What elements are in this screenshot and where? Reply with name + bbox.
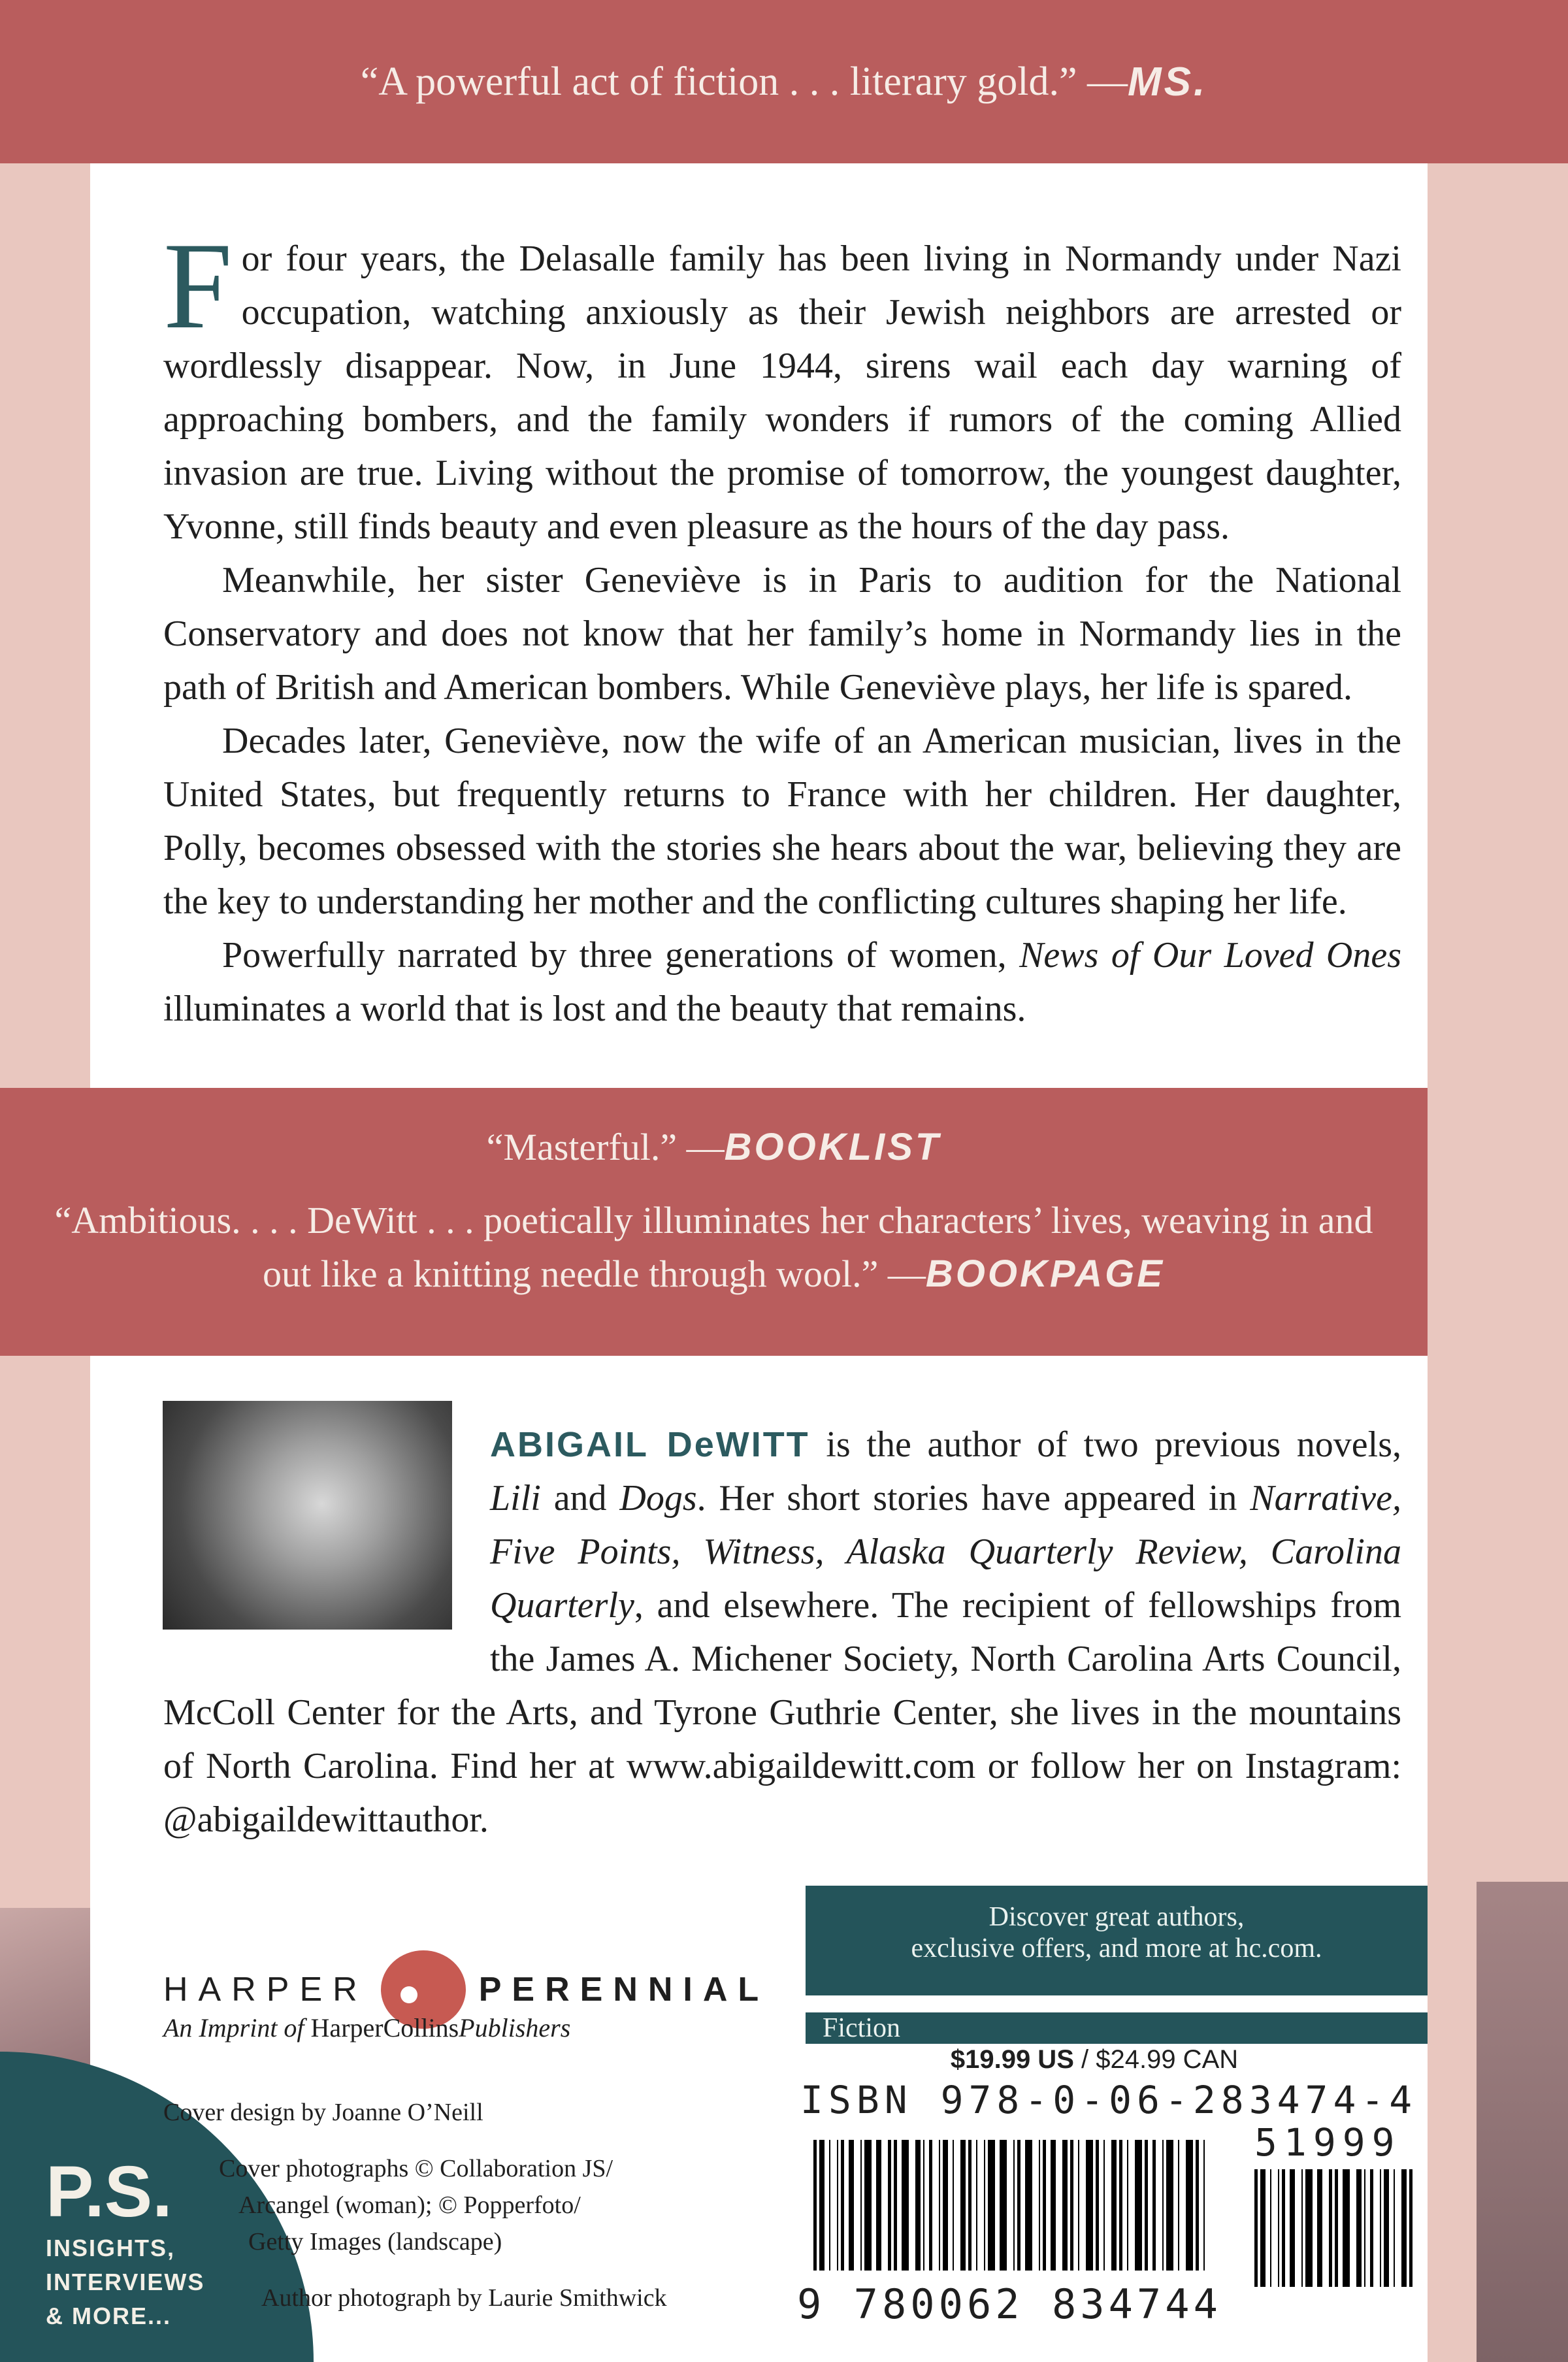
barcode-bar (1000, 2140, 1007, 2271)
barcode-bar (1051, 2140, 1056, 2271)
author-bio: ABIGAIL DeWITT is the author of two previous novels, Lili and Dogs. Her short stories have appeared in Narrative, Five Points, Witness, Alaska Quarterly Review, Carolina Quarterly, and elsewhere. The recipient of fellowships from the James A. Michener Society, North Carolina Arts Council, McColl Center for the Arts, and Tyrone Guthrie Center, she lives in the mountains of North Carolina. Find her at www.abigaildewitt.com or follow her on Instagram: @abigaildewittauthor. (163, 1424, 1401, 1840)
barcode-bar (1025, 2140, 1032, 2271)
synopsis (163, 218, 1401, 1036)
barcode-bar (953, 2140, 954, 2271)
barcode-bar (860, 2140, 862, 2271)
barcode-bar (1043, 2140, 1046, 2271)
barcode-bar (929, 2140, 932, 2271)
ps-badge: P.S. INSIGHTS, INTERVIEWS & MORE... (46, 2152, 205, 2329)
barcode-bar (1301, 2169, 1303, 2287)
barcode-bar (1013, 2140, 1015, 2271)
author-name: ABIGAIL DeWITT (490, 1425, 810, 1464)
barcode-bar (1317, 2169, 1322, 2287)
barcode-bar (1356, 2169, 1362, 2287)
top-quote-source: MS. (1127, 59, 1208, 105)
barcode-bar (984, 2140, 985, 2271)
synopsis-p1: or four years, the Delasalle family has been living in Normandy under Nazi occupation, watching anxiously as their Jewish neighbors are arrested or wordlessly disappear. Now, in June 1944, sirens wail each day warning of approaching bombers, and the family wonders if rumors of the coming Allied invasion are true. Living without the promise of tomorrow, the youngest daughter, Yvonne, still finds beauty and even pleasure as the hours of the day pass. (163, 238, 1401, 547)
barcode-bar (1145, 2140, 1148, 2271)
barcode-bar (915, 2140, 921, 2271)
barcode-bar (1135, 2140, 1142, 2271)
barcode-bar (902, 2140, 909, 2271)
barcode-bar (1254, 2169, 1258, 2287)
barcode-bar (864, 2140, 872, 2271)
barcode-bar (837, 2140, 838, 2271)
isbn: ISBN 978-0-06-283474-4 (800, 2078, 1418, 2122)
hc-promo-box: Discover great authors, exclusive offers, and more at hc.com. (806, 1886, 1428, 1995)
price: $19.99 US / $24.99 CAN (950, 2045, 1239, 2074)
barcode-bar (1096, 2140, 1099, 2271)
barcode-bar (1086, 2140, 1093, 2271)
barcode-bar (841, 2140, 844, 2271)
barcode-bar (939, 2140, 940, 2271)
barcode-bar (1329, 2169, 1332, 2287)
barcode-bar (1203, 2140, 1205, 2271)
price-code: 51999 (1254, 2120, 1401, 2165)
barcode-bar (943, 2140, 948, 2271)
barcode-bar (1278, 2169, 1279, 2287)
barcode-bar (1335, 2169, 1338, 2287)
barcode-bar (1178, 2140, 1179, 2271)
barcode (813, 2140, 1211, 2303)
barcode-bar (1343, 2169, 1350, 2287)
barcode-bar (1196, 2140, 1199, 2271)
barcode-bar (876, 2140, 881, 2271)
barcode-bar (1380, 2169, 1381, 2287)
top-quote: “A powerful act of fiction . . . literary gold.” — (360, 59, 1128, 104)
barcode-bar (1062, 2140, 1068, 2271)
barcode-bar (1017, 2140, 1021, 2271)
barcode-bar (894, 2140, 897, 2271)
review: “Ambitious. . . . DeWitt . . . poetically illuminates her characters’ lives, weaving in and out like a knitting needle through wool.” —BOOKPAGE (54, 1199, 1373, 1295)
barcode-bar (1394, 2169, 1395, 2287)
book-title: News of Our Loved Ones (1019, 935, 1401, 976)
barcode-bar (988, 2140, 995, 2271)
barcode-bar (1078, 2140, 1079, 2271)
barcode-bar (1401, 2169, 1407, 2287)
barcode-bar (1103, 2140, 1105, 2271)
barcode-bar (1152, 2140, 1156, 2271)
ruins-photo-right (1477, 1882, 1568, 2362)
credits: Cover design by Joanne O’Neill Cover photographs © Collaboration JS/ Arcangel (woman); © Popperfoto/ Getty Images (landscape) Author photograph by Laurie Smithwick (163, 2099, 667, 2312)
author-photo (163, 1401, 452, 1630)
barcode-bar (888, 2140, 891, 2271)
barcode-bar (960, 2140, 966, 2271)
barcode-number: 9 780062 834744 (797, 2280, 1222, 2328)
barcode-bar (813, 2140, 817, 2271)
category-bar: Fiction (806, 2012, 1428, 2044)
harper-perennial-logo: HARPER PERENNIAL (163, 1950, 769, 2029)
price-barcode (1254, 2169, 1417, 2287)
barcode-bar (923, 2140, 924, 2271)
barcode-bar (829, 2140, 830, 2271)
synopsis-p4: Powerfully narrated by three generations of women, News of Our Loved Ones illuminates a world that is lost and the beauty that remains. (163, 935, 1401, 1029)
barcode-bar (1364, 2169, 1365, 2287)
barcode-bar (1282, 2169, 1285, 2287)
barcode-bar (1186, 2140, 1193, 2271)
reviews-band (0, 1088, 1428, 1356)
barcode-bar (1039, 2140, 1040, 2271)
barcode-bar (1384, 2169, 1389, 2287)
barcode-bar (1370, 2169, 1373, 2287)
synopsis-p2: Meanwhile, her sister Geneviève is in Paris to audition for the National Conservatory and does not know that her family’s home in Normandy lies in the path of British and American bombers. While Geneviève plays, her life is spared. (163, 560, 1401, 708)
barcode-bar (1409, 2169, 1413, 2287)
synopsis-p3: Decades later, Geneviève, now the wife of an American musician, lives in the United States, but frequently returns to France with her children. Her daughter, Polly, becomes obsessed with the stories she hears about the war, believing they are the key to understanding her mother and the conflicting cultures shaping her life. (163, 721, 1401, 922)
barcode-bar (819, 2140, 825, 2271)
barcode-bar (1305, 2169, 1313, 2287)
barcode-bar (1111, 2140, 1117, 2271)
barcode-bar (1070, 2140, 1073, 2271)
barcode-bar (1260, 2169, 1266, 2287)
imprint-line: An Imprint of HarperCollinsPublishers (163, 2013, 571, 2042)
top-quote-band (0, 0, 1568, 163)
barcode-bar (1127, 2140, 1128, 2271)
barcode-bar (976, 2140, 977, 2271)
review: “Masterful.” —BOOKLIST (486, 1126, 941, 1168)
barcode-bar (1162, 2140, 1164, 2271)
barcode-bar (968, 2140, 972, 2271)
drop-cap: F (163, 218, 233, 355)
barcode-bar (1119, 2140, 1122, 2271)
barcode-bar (1270, 2169, 1271, 2287)
barcode-bar (1166, 2140, 1173, 2271)
barcode-bar (1290, 2169, 1295, 2287)
barcode-bar (849, 2140, 854, 2271)
